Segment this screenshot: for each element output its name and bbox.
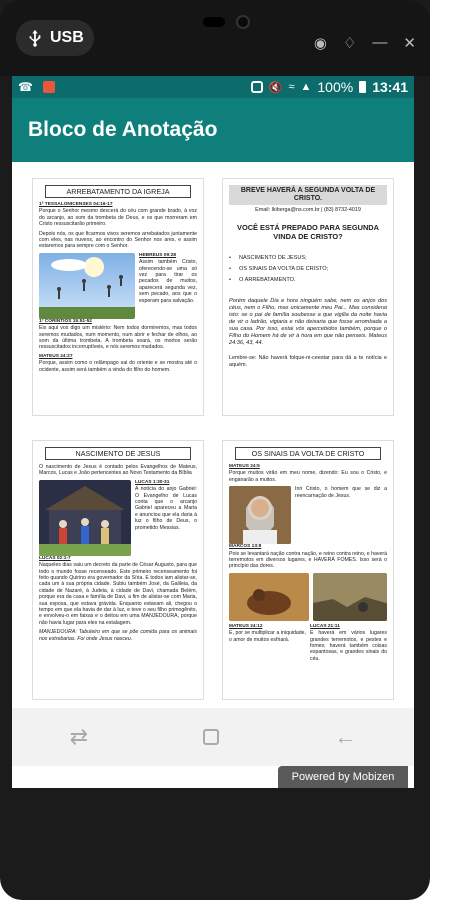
back-icon[interactable]: ← [334,724,357,749]
ghost-icon[interactable]: ◉ [313,35,327,52]
recent-apps-icon[interactable]: ⇄ [69,724,89,749]
verse-ref: MARCOS 13:8 [229,544,262,550]
verse-text: A notícia do anjo Gabriel: O Evangelho de Lucas conta que o arcanjo Gabriel apareceu a Maria e anunciou que ela daria à luz o filho de Deus, o prometido Messias. [135,486,197,531]
cast-icon [251,81,263,93]
verse-ref: HEBREUS 09:28 [139,252,177,258]
verse-text: E, por se multiplicar a iniquidade, o amor de muitos esfriará. [229,630,306,643]
status-bar [12,76,414,98]
list-item: • O ARREBATAMENTO. [229,275,387,286]
card-title: OS SINAIS DA VOLTA DE CRISTO [235,447,381,460]
home-icon[interactable] [203,729,219,745]
famine-photo [229,573,309,621]
footer-text: Lembre-se: Não haverá folque-ni-ceestar para dá a te notícia e aquém. [229,355,387,369]
card-title: BREVE HAVERÁ A SEGUNDA VOLTA DE CRISTO. [229,185,387,205]
verse-ref: LUCAS 21:11 [310,623,340,629]
whatsapp-icon: ☎ [18,80,33,94]
verse-ref: MATEUS 24:5 [229,464,260,469]
wifi-icon: ≈ [288,81,295,93]
bell-icon[interactable]: ♢ [342,35,357,52]
battery-percent: 100% [317,79,354,95]
battery-icon [359,81,366,93]
app-title: Bloco de Anotação [28,118,218,141]
note-text: MANJEDOURA: Tabuleiro em que se põe comida para os animais nos estrebarias. Foi onde Jesus nasceu. [39,629,197,642]
mute-icon: 🔇 [268,81,283,94]
verse-text: O nascimento de Jesus é contado pelos Evangelhos de Mateus, Marcos, Lucas e João pertencentes ao Novo Testamento da Bíblia [39,464,197,477]
verse-ref: LUCAS 02:1-7 [39,555,71,561]
phone-screen [12,76,414,788]
usb-button[interactable] [16,20,94,56]
mirror-toolbar [0,0,430,76]
rapture-illustration [39,253,135,319]
verse-ref: 1ª CORÍNTIOS 15:51-52 [39,318,92,324]
verse-text: Porque muitos virão em meu nome, dizendo: Eu sou o Cristo, e enganarão a muitos. [229,470,387,483]
verse-text: Porque, assim como o relâmpago sai do oriente e se mostra até o ocidente, assim será também a vinda do filho do homem. [39,360,197,373]
earthquake-photo [313,573,387,621]
card-sinais [222,440,394,700]
app-bar [12,98,414,162]
verse-text: E haverá em vários lugares grandes terremotos, e pestes e fomes; haverá também coisas espantosas, e grandes sinais do céu. [310,630,387,662]
verse-ref: LUCAS 1:30-31 [135,479,170,485]
contact-email: Email: lkiberga@ns.com.br | (83) 8732-4019 [255,207,361,213]
photo-caption: Inri Cristo, o homem que se diz a reencarnação de Jesus. [295,486,387,499]
topic-list [229,253,387,286]
nativity-illustration [39,480,131,556]
verse-ref: 1ª TESSALONICENSES 04:16-17 [39,202,113,207]
document-image [26,168,402,716]
list-item: • OS SINAIS DA VOLTA DE CRISTO; [229,264,387,275]
headline-question: VOCÊ ESTÁ PREPADO PARA SEGUNDA VINDA DE CRISTO? [237,223,379,242]
list-item: • NASCIMENTO DE JESUS; [229,253,387,264]
usb-label: USB [50,29,84,46]
mobizen-icon [43,81,55,93]
verse-text: Assim também Cristo, oferecendo-se uma só vez para tirar os pecados de muitos, aparecerá segunda vez, sem pecado, aos que o esperam para salvação. [139,259,197,304]
clock: 13:41 [372,79,408,95]
verse-ref: MATEUS 24:12 [229,623,263,629]
powered-by-badge: Powered by Mobizen [278,766,408,788]
card-arrebatamento [32,178,204,416]
card-title: ARREBATAMENTO DA IGREJA [45,185,191,198]
minimize-icon[interactable]: — [372,34,388,51]
card-breve [222,178,394,416]
verse-text: Eis aqui vos digo um mistério: Nem todos dormiremos, mas todos seremos mudados, num momento, num abrir e fechar de olhos, ao som da última trombeta. A trombeta soará, os mortos serão ressuscitados incorruptíveis, e nós seremos mudados. [39,325,197,351]
verse-text: Pois se levantará nação contra nação, e reino contra reino, e haverá terremotos em diversos lugares, e HAVERÁ FOMES. Isso será o princípio das dores. [229,550,387,570]
verse-text: Naqueles dias saiu um decreto da parte de César Augusto, para que todo o mundo fosse recenseado. Este primeiro recenseamento foi feito quando Quirino era governador da Síria. E todos iam alistar-se, cada um à sua própria cidade. Subiu também José, da Galileia, da cidade de Nazaré, à Judeia, à cidade de Davi, chamada Belém, porque era da casa e família de Davi, a fim de alistar-se com Maria, sua esposa, que estava grávida. Enquanto estavam ali, chegou o tempo em que ela havia de dar à luz, e teve o seu filho primogênito, e envolveu-o em faixas e o deitou em uma MANJEDOURA, porque não havia lugar para eles na estalagem. [39,562,197,626]
front-camera [236,15,250,29]
verse-text: Depois nós, os que ficarmos vivos seremos arrebatados juntamente com eles, nas nuvens, ao encontro do Senhor nos ares, e assim estaremos para sempre com o Senhor. [39,230,197,250]
quote-text: Porém daquele Dia e hora ninguém sabe, nem os anjos dos céus, nem o Filho, mas unicamente meu Pai... Mas considerai isto: se o pai de família soubesse a que vigília da noite havia de vir o ladrão, vigiaria e não deixaria que fosse arrombada a sua casa. Por isso, estai vós apercebidos também, porque o Filho do Homem há de vir à hora em que não penseis. Mateus 24:36, 43, 44. [229,298,387,347]
portrait-photo [229,486,291,544]
earpiece [203,17,225,27]
signal-icon: ▲ [300,81,312,93]
verse-ref: MATEUS 24:27 [39,353,73,359]
card-nascimento [32,440,204,700]
verse-text: Porque o Senhor mesmo descerá do céu com grande brado, à voz do arcanjo, ao som da trombeta de Deus, e os que morreram em Cristo ressuscitarão primeiro. [39,208,197,228]
toolbar-icons [314,34,416,52]
navigation-bar [12,708,414,766]
card-title: NASCIMENTO DE JESUS [45,447,191,460]
usb-icon [26,29,44,47]
close-icon[interactable]: ✕ [403,35,416,52]
